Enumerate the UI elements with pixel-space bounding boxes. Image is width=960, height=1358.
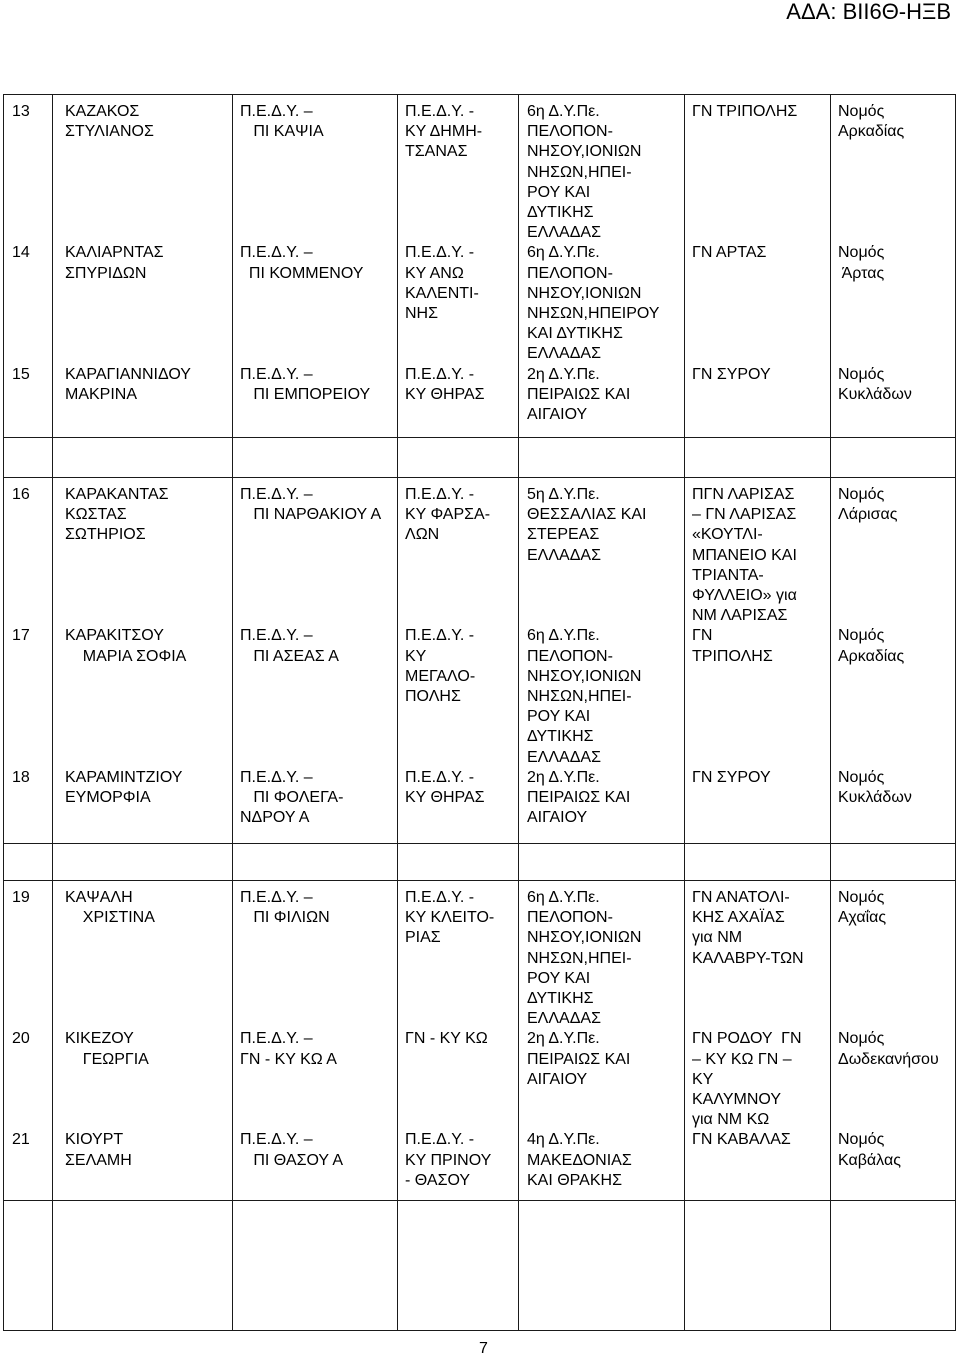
hospital-cell: ΓΝ ΤΡΙΠΟΛΗΣ <box>692 627 773 665</box>
regional-clinic-cell: Π.Ε.Δ.Υ. – ΠΙ ΦΙΛΙΩΝ <box>240 889 330 927</box>
health-region-cell: 2η Δ.Υ.Πε. ΠΕΙΡΑΙΩΣ ΚΑΙ ΑΙΓΑΙΟΥ <box>527 768 631 827</box>
row-number-cell: 15 <box>12 365 30 383</box>
table-row <box>3 768 956 829</box>
table-row <box>3 1029 956 1130</box>
health-region-cell: 4η Δ.Υ.Πε. ΜΑΚΕΔΟΝΙΑΣ ΚΑΙ ΘΡΑΚΗΣ <box>527 1131 632 1189</box>
person-name-cell: ΚΑΡΑΚΑΝΤΑΣ ΚΩΣΤΑΣ ΣΩΤΗΡΙΟΣ <box>65 486 169 544</box>
health-center-cell: Π.Ε.Δ.Υ. - ΚΥ ΘΗΡΑΣ <box>405 365 485 403</box>
table-row <box>3 1130 956 1191</box>
row-number-cell: 14 <box>12 244 30 262</box>
row-rule <box>3 1330 956 1331</box>
person-name-cell: ΚΑΨΑΛΗ ΧΡΙΣΤΙΝΑ <box>65 889 155 927</box>
hospital-cell: ΓΝ ΑΡΤΑΣ <box>692 244 767 262</box>
document-ada-code: ΑΔΑ: ΒΙΙ6Θ-ΗΞΒ <box>786 0 951 24</box>
person-name-cell: ΚΑΖΑΚΟΣ ΣΤΥΛΙΑΝΟΣ <box>65 103 154 141</box>
regional-clinic-cell: Π.Ε.Δ.Υ. – ΠΙ ΝΑΡΘΑΚΙΟΥ Α <box>240 486 382 524</box>
row-number-cell: 19 <box>12 889 30 906</box>
empty-row <box>3 844 956 880</box>
health-region-cell: 6η Δ.Υ.Πε. ΠΕΛΟΠΟΝ- ΝΗΣΟΥ,ΙΟΝΙΩΝ ΝΗΣΩΝ,ΗΠΕΙ- ΡΟΥ ΚΑΙ ΔΥΤΙΚΗΣ ΕΛΛΑΔΑΣ <box>527 889 642 1028</box>
page-number: 7 <box>479 1340 488 1357</box>
regional-clinic-cell: Π.Ε.Δ.Υ. – ΠΙ ΚΑΨΙΑ <box>240 103 324 141</box>
prefecture-cell: Νομός Αχαΐας <box>838 889 887 927</box>
hospital-cell: ΓΝ ΑΝΑΤΟΛΙ- ΚΗΣ ΑΧΑΪΑΣ για ΝΜ ΚΑΛΑΒΡΥ-ΤΩΝ <box>692 889 804 967</box>
health-region-cell: 2η Δ.Υ.Πε. ΠΕΙΡΑΙΩΣ ΚΑΙ ΑΙΓΑΙΟΥ <box>527 1030 631 1088</box>
person-name-cell: ΚΙΟΥΡΤ ΣΕΛΑΜΗ <box>65 1131 132 1169</box>
table-block <box>3 95 956 437</box>
person-name-cell: ΚΑΡΑΜΙΝΤΖΙΟΥ ΕΥΜΟΡΦΙΑ <box>65 768 183 807</box>
health-region-cell: 5η Δ.Υ.Πε. ΘΕΣΣΑΛΙΑΣ ΚΑΙ ΣΤΕΡΕΑΣ ΕΛΛΑΔΑΣ <box>527 486 647 564</box>
health-center-cell: ΓΝ - ΚΥ ΚΩ <box>405 1030 488 1048</box>
table-block <box>3 881 956 1200</box>
row-number-cell: 20 <box>12 1030 30 1048</box>
prefecture-cell: Νομός Άρτας <box>838 244 885 282</box>
health-center-cell: Π.Ε.Δ.Υ. - ΚΥ ΜΕΓΑΛΟ- ΠΟΛΗΣ <box>405 627 476 706</box>
health-center-cell: Π.Ε.Δ.Υ. - ΚΥ ΔΗΜΗ- ΤΣΑΝΑΣ <box>405 103 483 161</box>
table-row <box>3 243 956 364</box>
row-number-cell: 13 <box>12 103 30 120</box>
table-row <box>3 888 956 1029</box>
person-name-cell: ΚΑΡΑΓΙΑΝΝΙΔΟΥ ΜΑΚΡΙΝΑ <box>65 365 191 403</box>
hospital-cell: ΓΝ ΣΥΡΟΥ <box>692 365 771 383</box>
prefecture-cell: Νομός Κυκλάδων <box>838 768 912 807</box>
regional-clinic-cell: Π.Ε.Δ.Υ. – ΠΙ ΘΑΣΟΥ Α <box>240 1131 344 1169</box>
regional-clinic-cell: Π.Ε.Δ.Υ. – ΠΙ ΑΣΕΑΣ Α <box>240 627 339 665</box>
row-number-cell: 21 <box>12 1131 30 1149</box>
table-row <box>3 626 956 767</box>
health-center-cell: Π.Ε.Δ.Υ. - ΚΥ ΑΝΩ ΚΑΛΕΝΤΙ- ΝΗΣ <box>405 244 479 323</box>
regional-clinic-cell: Π.Ε.Δ.Υ. – ΠΙ ΕΜΠΟΡΕΙΟΥ <box>240 365 371 403</box>
hospital-cell: ΓΝ ΤΡΙΠΟΛΗΣ <box>692 103 798 120</box>
hospital-cell: ΓΝ ΡΟΔΟΥ ΓΝ – ΚΥ ΚΩ ΓΝ – ΚΥ ΚΑΛΥΜΝΟΥ για ΝΜ ΚΩ <box>692 1030 802 1129</box>
table-row <box>3 485 956 626</box>
person-name-cell: ΚΑΛΙΑΡΝΤΑΣ ΣΠΥΡΙΔΩΝ <box>65 244 164 282</box>
person-name-cell: ΚΑΡΑΚΙΤΣΟΥ ΜΑΡΙΑ ΣΟΦΙΑ <box>65 627 187 665</box>
health-center-cell: Π.Ε.Δ.Υ. - ΚΥ ΚΛΕΙΤΟ- ΡΙΑΣ <box>405 889 495 947</box>
health-center-cell: Π.Ε.Δ.Υ. - ΚΥ ΘΗΡΑΣ <box>405 768 485 807</box>
hospital-cell: ΓΝ ΣΥΡΟΥ <box>692 768 771 786</box>
regional-clinic-cell: Π.Ε.Δ.Υ. – ΓΝ - ΚΥ ΚΩ Α <box>240 1030 337 1068</box>
hospital-cell: ΠΓΝ ΛΑΡΙΣΑΣ – ΓΝ ΛΑΡΙΣΑΣ «ΚΟΥΤΛΙ- ΜΠΑΝΕΙΟ ΚΑΙ ΤΡΙΑΝΤΑ- ΦΥΛΛΕΙΟ» για ΝΜ ΛΑΡΙΣΑΣ <box>692 486 797 625</box>
prefecture-cell: Νομός Κυκλάδων <box>838 365 912 403</box>
prefecture-cell: Νομός Αρκαδίας <box>838 103 905 141</box>
hospital-cell: ΓΝ ΚΑΒΑΛΑΣ <box>692 1131 791 1149</box>
health-center-cell: Π.Ε.Δ.Υ. - ΚΥ ΦΑΡΣΑ- ΛΩΝ <box>405 486 491 544</box>
health-center-cell: Π.Ε.Δ.Υ. - ΚΥ ΠΡΙΝΟΥ - ΘΑΣΟΥ <box>405 1131 492 1189</box>
table-block <box>3 478 956 843</box>
prefecture-cell: Νομός Δωδεκανήσου <box>838 1030 939 1068</box>
row-number-cell: 18 <box>12 768 30 786</box>
row-number-cell: 17 <box>12 627 30 645</box>
prefecture-cell: Νομός Λάρισας <box>838 486 898 524</box>
prefecture-cell: Νομός Καβάλας <box>838 1131 901 1169</box>
health-region-cell: 6η Δ.Υ.Πε. ΠΕΛΟΠΟΝ- ΝΗΣΟΥ,ΙΟΝΙΩΝ ΝΗΣΩΝ,ΗΠΕΙΡΟΥ ΚΑΙ ΔΥΤΙΚΗΣ ΕΛΛΑΔΑΣ <box>527 244 660 363</box>
health-region-cell: 6η Δ.Υ.Πε. ΠΕΛΟΠΟΝ- ΝΗΣΟΥ,ΙΟΝΙΩΝ ΝΗΣΩΝ,ΗΠΕΙ- ΡΟΥ ΚΑΙ ΔΥΤΙΚΗΣ ΕΛΛΑΔΑΣ <box>527 627 642 766</box>
person-name-cell: ΚΙΚΕΖΟΥ ΓΕΩΡΓΙΑ <box>65 1030 149 1068</box>
prefecture-cell: Νομός Αρκαδίας <box>838 627 905 665</box>
empty-row <box>3 438 956 477</box>
health-region-cell: 2η Δ.Υ.Πε. ΠΕΙΡΑΙΩΣ ΚΑΙ ΑΙΓΑΙΟΥ <box>527 365 631 424</box>
regional-clinic-cell: Π.Ε.Δ.Υ. – ΠΙ ΦΟΛΕΓΑ- ΝΔΡΟΥ Α <box>240 768 344 827</box>
empty-row <box>3 1201 956 1330</box>
table-row <box>3 102 956 243</box>
health-region-cell: 6η Δ.Υ.Πε. ΠΕΛΟΠΟΝ- ΝΗΣΟΥ,ΙΟΝΙΩΝ ΝΗΣΩΝ,ΗΠΕΙ- ΡΟΥ ΚΑΙ ΔΥΤΙΚΗΣ ΕΛΛΑΔΑΣ <box>527 103 642 242</box>
regional-clinic-cell: Π.Ε.Δ.Υ. – ΠΙ ΚΟΜΜΕΝΟΥ <box>240 244 364 282</box>
row-number-cell: 16 <box>12 486 30 503</box>
table-row <box>3 365 956 426</box>
placement-table <box>3 94 956 1331</box>
